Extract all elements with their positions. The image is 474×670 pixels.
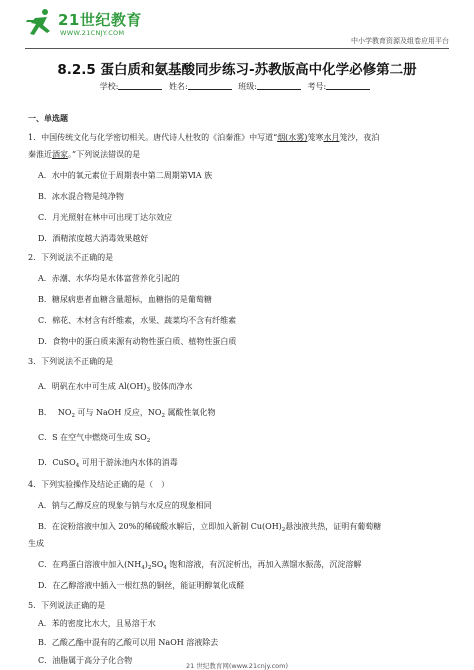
question-3-option-c[interactable]: C．S 在空气中燃烧可生成 $SO_2$ (38, 433, 151, 444)
question-1-option-b[interactable]: B．冰水混合物是纯净物 (38, 192, 124, 201)
class-blank[interactable] (257, 81, 301, 90)
question-1-stem-line1: 1．中国传统文化与化学密切相关。唐代诗人杜牧的《泊秦淮》中写道“烟(水雾)笼寒水月笼沙，夜泊 (28, 133, 380, 142)
question-4-option-d[interactable]: D．在乙醇溶液中插入一根红热的铜丝，能证明醇氧化成醛 (38, 581, 245, 590)
question-1-option-c[interactable]: C．月光照射在林中可出现丁达尔效应 (38, 213, 173, 222)
question-2-option-b[interactable]: B．糖尿病患者血糖含量超标，血糖指的是葡萄糖 (38, 295, 212, 304)
question-3-option-a[interactable]: A．明矾在水中可生成 $Al(OH)_3$ 胶体而净水 (38, 382, 193, 393)
question-1-option-a[interactable]: A．水中的氧元素位于周期表中第二周期第ⅥA 族 (38, 171, 213, 180)
question-4-option-b[interactable]: B．在淀粉溶液中加入 20%的稀硫酸水解后，立即加入新制 $Cu(OH)_2$悬浊液共热，证明有葡萄糖 (38, 522, 382, 533)
question-2-stem: 2．下列说法不正确的是 (28, 253, 114, 262)
question-4-stem: 4．下列实验操作及结论正确的是（ ） (28, 480, 170, 489)
page-footer[interactable]: 21 世纪教育网(www.21cnjy.com) (186, 662, 288, 670)
question-4-option-c[interactable]: C．在鸡蛋白溶液中加入$(NH_4)_2SO_4$ 饱和溶液，有沉淀析出，再加入蒸馏水振荡，沉淀溶解 (38, 560, 362, 571)
question-1-stem-line2: 秦淮近酒家。”下列说法错误的是 (28, 150, 141, 159)
question-5-stem: 5．下列说法正确的是 (28, 601, 106, 610)
exam-no-blank[interactable] (326, 81, 370, 90)
page-title: 8.2.5 蛋白质和氨基酸同步练习-苏教版高中化学必修第二册 (57, 62, 417, 78)
question-5-option-a[interactable]: A．苯的密度比水大，且易溶于水 (38, 619, 156, 628)
exam-no-label: 考号: (307, 82, 327, 91)
question-4-option-a[interactable]: A．钠与乙醇反应的现象与钠与水反应的现象相同 (38, 501, 212, 510)
question-2-option-a[interactable]: A．赤潮、水华均是水体富营养化引起的 (38, 274, 180, 283)
logo-text: 21世纪教育 (58, 11, 142, 29)
logo-subtext: WWW.21CNJY.COM (60, 29, 125, 37)
question-5-option-c[interactable]: C．油脂属于高分子化合物 (38, 656, 133, 665)
school-label: 学校: (99, 82, 119, 91)
question-1-option-d[interactable]: D．酒精浓度越大消毒效果越好 (38, 234, 149, 243)
question-3-stem: 3．下列说法不正确的是 (28, 357, 114, 366)
name-label: 姓名: (169, 82, 188, 91)
class-label: 班级: (238, 82, 257, 91)
page-header (25, 6, 449, 48)
question-5-option-b[interactable]: B．乙酸乙酯中混有的乙酸可以用 NaOH 溶液除去 (38, 638, 219, 647)
question-2-option-c[interactable]: C．棉花、木材含有纤维素，水果、蔬菜均不含有纤维素 (38, 316, 237, 325)
header-divider (25, 48, 449, 49)
header-slogan: 中小学教育资源及组卷应用平台 (351, 37, 449, 45)
question-2-option-d[interactable]: D．食物中的蛋白质来源有动物性蛋白质、植物性蛋白质 (38, 337, 237, 346)
school-blank[interactable] (118, 81, 162, 90)
site-logo[interactable] (25, 6, 175, 46)
student-info-line (0, 81, 474, 92)
runner-logo-icon (25, 8, 57, 38)
question-3-option-b[interactable]: B． $NO_2$ 可与 NaOH 反应，$NO_2$ 属酸性氧化物 (38, 408, 216, 419)
name-blank[interactable] (188, 81, 232, 90)
question-4-option-b-line2: 生成 (28, 539, 44, 548)
section-heading: 一、单选题 (28, 114, 68, 123)
question-3-option-d[interactable]: D．CuSO$_4$ 可用于游泳池内水体的消毒 (38, 458, 178, 469)
